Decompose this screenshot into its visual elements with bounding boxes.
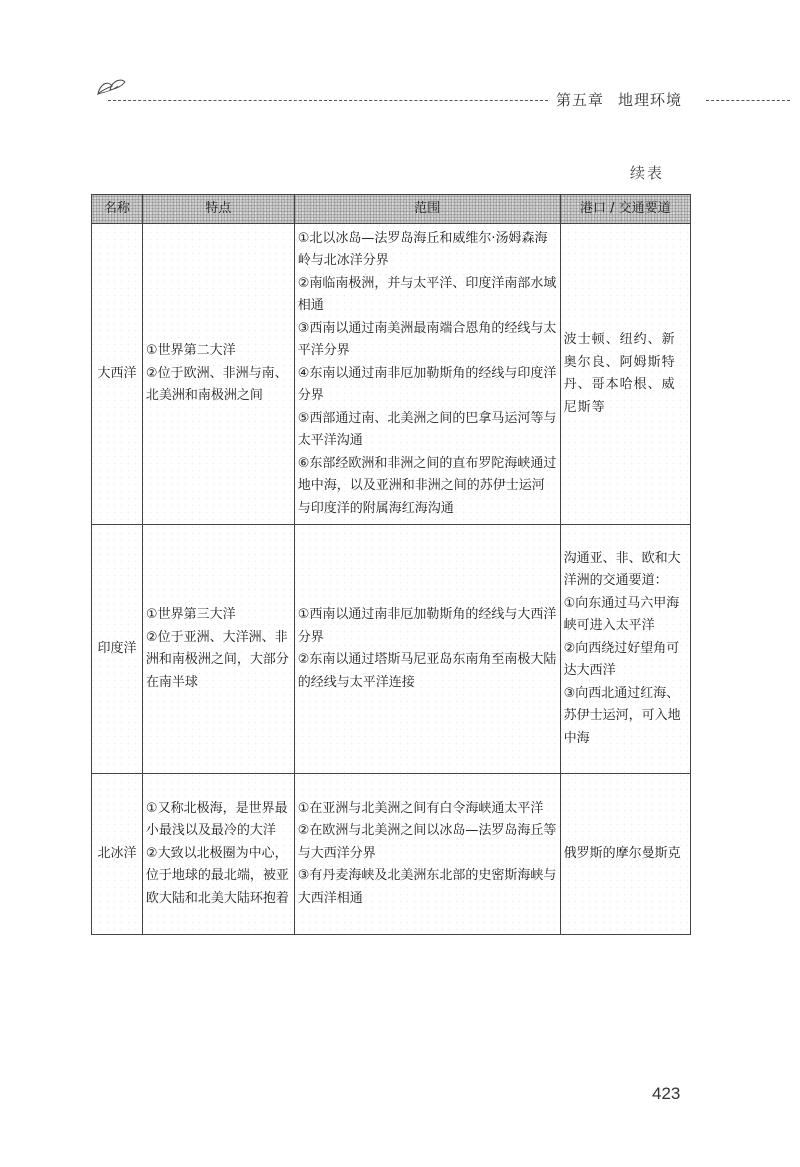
ocean-name: 北冰洋 [92, 774, 143, 935]
header-ports: 港口 / 交通要道 [560, 195, 690, 224]
features-cell [142, 774, 294, 935]
header-rule-left [108, 100, 548, 101]
range-cell [294, 525, 560, 774]
range-item: ①北以冰岛—法罗岛海丘和威维尔·汤姆森海岭与北冰洋分界 [297, 230, 548, 269]
feature-item: ①又称北极海，是世界最小最浅以及最冷的大洋 [145, 800, 288, 839]
range-cell [294, 224, 560, 525]
port-item: ③向西北通过红海、苏伊士运河，可入地中海 [563, 685, 681, 746]
ocean-table [91, 194, 691, 935]
continued-label: 续表 [630, 164, 665, 182]
feature-item: ②位于亚洲、大洋洲、非洲和南极洲之间，大部分在南半球 [145, 629, 289, 690]
page-number: 423 [652, 1084, 681, 1103]
range-item: ③西南以通过南美洲最南端合恩角的经线与太平洋分界 [297, 320, 557, 359]
port-item: ②向西绕过好望角可达大西洋 [563, 640, 680, 679]
ocean-name: 大西洋 [92, 224, 143, 525]
features-cell [142, 525, 294, 774]
table-row-atlantic [92, 224, 691, 525]
features-cell [142, 224, 294, 525]
header-name: 名称 [92, 195, 143, 224]
header-rule-right [706, 100, 790, 101]
page-header [0, 0, 800, 120]
port-item: ①向东通过马六甲海峡可进入太平洋 [563, 595, 680, 634]
range-item: ⑤西部通过南、北美洲之间的巴拿马运河等与太平洋沟通 [297, 410, 557, 449]
header-section: 地理环境 [618, 91, 683, 109]
ports-cell [560, 525, 690, 774]
range-cell [294, 774, 560, 935]
ports-cell [560, 224, 690, 525]
range-item: ①在亚洲与北美洲之间有白令海峡通太平洋 [297, 800, 544, 816]
feature-item: ②大致以北极圈为中心，位于地球的最北端，被亚欧大陆和北美大陆环抱着 [145, 845, 289, 906]
range-item: ③有丹麦海峡及北美洲东北部的史密斯海峡与大西洋相通 [297, 868, 557, 906]
header-range: 范围 [294, 195, 560, 224]
feature-item: ①世界第三大洋 [145, 607, 236, 622]
feature-item: ②位于欧洲、非洲与南、北美洲和南极洲之间 [145, 365, 288, 404]
range-item: ②东南以通过塔斯马尼亚岛东南角至南极大陆的经线与太平洋连接 [297, 652, 557, 690]
port-item: 波士顿、纽约、新奥尔良、阿姆斯特丹、哥本哈根、威尼斯等 [563, 332, 676, 415]
header-chapter: 第五章 [556, 91, 605, 109]
range-item: ②南临南极洲，并与太平洋、印度洋南部水域相通 [297, 275, 557, 314]
table-row-indian [92, 525, 691, 774]
ports-cell [560, 774, 690, 935]
ocean-name: 印度洋 [92, 525, 143, 774]
range-item: ⑥东部经欧洲和非洲之间的直布罗陀海峡通过地中海，以及亚洲和非洲之间的苏伊士运河与印度洋的附属海红海沟通 [297, 455, 557, 516]
header-title [556, 89, 682, 110]
leaf-ornament-icon [94, 76, 128, 98]
table-header-row [92, 195, 691, 224]
feature-item: ①世界第二大洋 [145, 343, 236, 359]
header-features: 特点 [142, 195, 294, 224]
port-item: 俄罗斯的摩尔曼斯克 [563, 845, 681, 861]
range-item: ②在欧洲与北美洲之间以冰岛—法罗岛海丘等与大西洋分界 [297, 823, 557, 861]
range-item: ①西南以通过南非厄加勒斯角的经线与大西洋分界 [297, 607, 557, 645]
table-row-arctic [92, 774, 691, 935]
port-item: 沟通亚、非、欧和大洋洲的交通要道： [563, 550, 681, 589]
range-item: ④东南以通过南非厄加勒斯角的经线与印度洋分界 [297, 365, 557, 404]
